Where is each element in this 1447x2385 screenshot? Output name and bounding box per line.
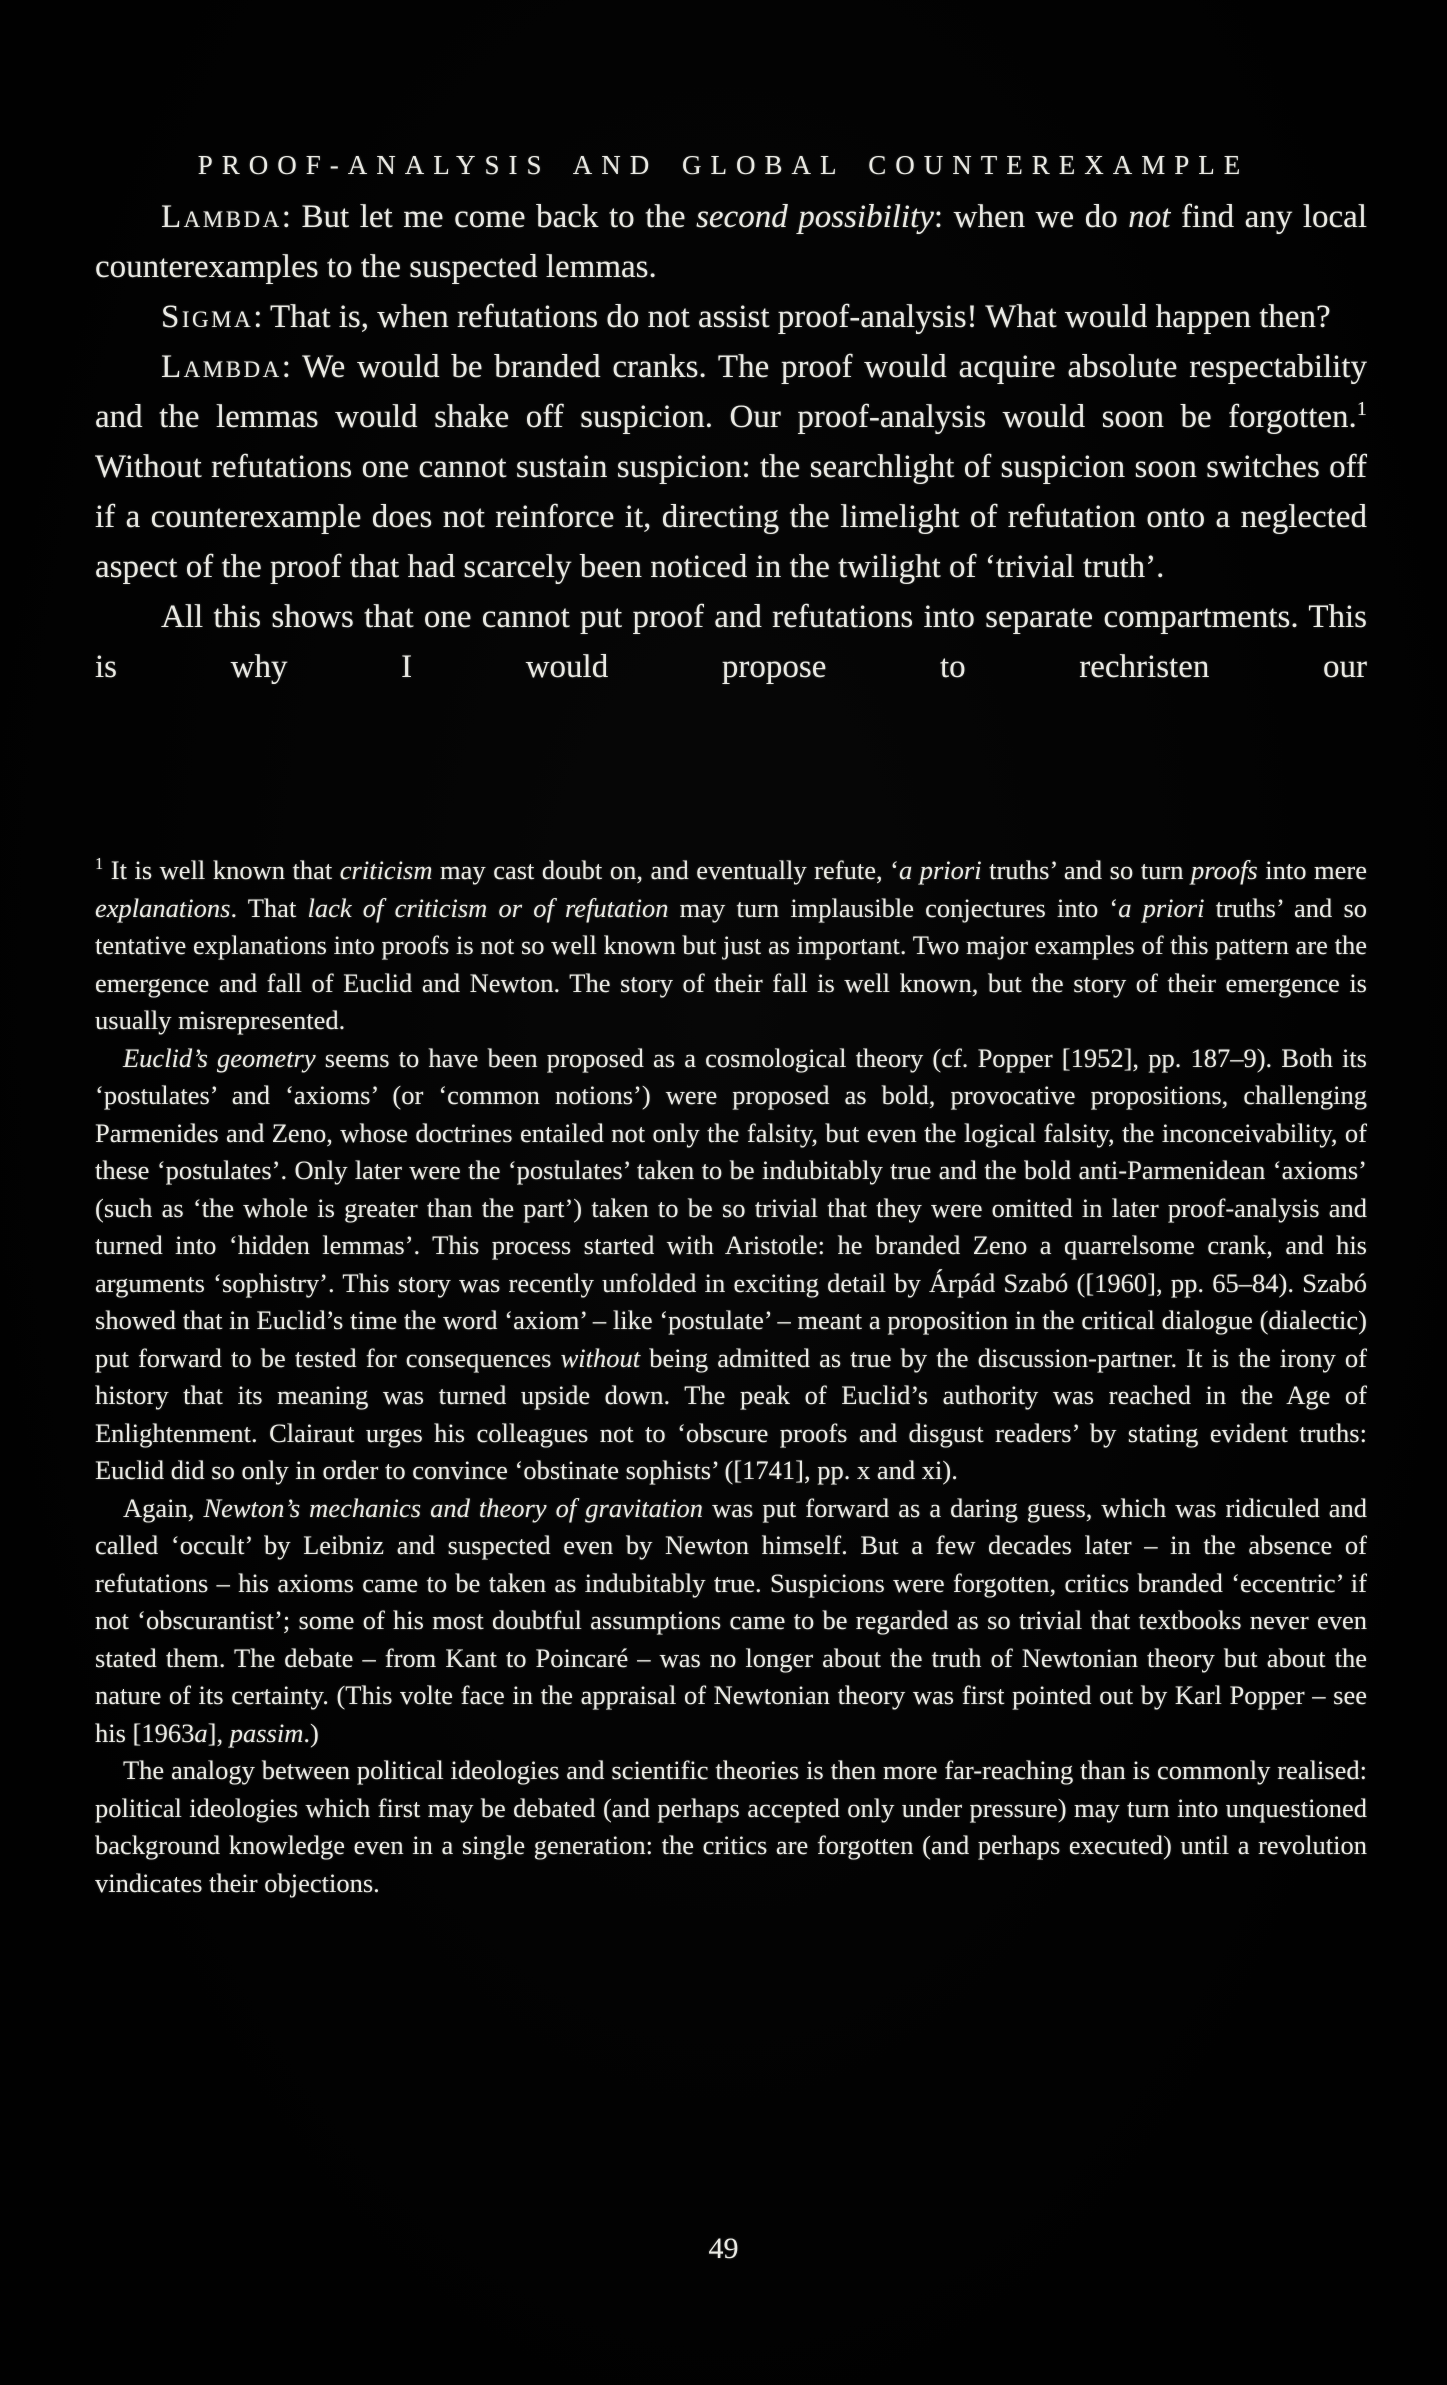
text-run: . That — [230, 892, 308, 923]
footnote-paragraph — [95, 1040, 1367, 1490]
text-run: explanations — [95, 892, 231, 923]
text-run: may turn implausible conjectures into ‘ — [668, 892, 1119, 923]
text-run: It is well known that — [103, 855, 340, 885]
text-run: : We would be branded cranks. The proof would acquire absolute respectability and the lemmas would shake off suspicion. Our proof-analysis would soon be forgotten. — [95, 349, 1367, 435]
text-run: Euclid’s geometry — [123, 1042, 316, 1073]
text-run: Newton’s mechanics and theory of gravitation — [203, 1492, 704, 1523]
text-run: second possibility — [696, 199, 934, 235]
text-run: being admitted as true by the discussion-partner. It is the irony of history that its meaning was turned upside down. The peak of Euclid’s authority was reached in the Age of Enlightenment. Clairaut urges his colleagues not to ‘obscure proofs and disgust readers’ by stating evident truths: Euclid did so only in order to convince ‘obstinate sophists’ ([1741], pp. x and xi). — [95, 1342, 1367, 1485]
text-run: truths’ and so tentative explanations into proofs is not so well known but just as important. Two major examples of this pattern are the emergence and fall of Euclid and Newton. The story of their fall is well known, but the story of their emergence is usually misrepresented. — [95, 892, 1368, 1035]
page-header-title: PROOF-ANALYSIS AND GLOBAL COUNTEREXAMPLE — [197, 150, 1250, 180]
speaker-name: Lambda — [161, 199, 282, 235]
text-run: criticism — [339, 855, 433, 885]
footnote-paragraph — [95, 1752, 1367, 1902]
text-run: a — [194, 1717, 208, 1748]
text-run: seems to have been proposed as a cosmological theory (cf. Popper [1952], pp. 187–9). Both its ‘postulates’ and ‘axioms’ (or ‘common notions’) were proposed as bold, provocative propositions, challenging Parmenides and Zeno, whose doctrines entailed not only the falsity, but even the logical falsity, the inconceivability, of these ‘postulates’. Only later were the ‘postulates’ taken to be indubitably true and the bold anti-Parmenidean ‘axioms’ (such as ‘the whole is greater than the part’) taken to be so trivial that they were omitted in later proof-analysis and turned into ‘hidden lemmas’. This process started with Aristotle: he branded Zeno a quarrelsome crank, and his arguments ‘sophistry’. This story was recently unfolded in exciting detail by Árpád Szabó ([1960], pp. 65–84). Szabó showed that in Euclid’s time the word ‘axiom’ – like ‘postulate’ – meant a proposition in the critical dialogue (dialectic) put forward to be tested for consequences — [95, 1042, 1367, 1373]
text-run: : That is, when refutations do not assist proof-analysis! What would happen then? — [253, 299, 1331, 335]
speaker-name: Lambda — [161, 349, 282, 385]
body-paragraph — [95, 342, 1367, 592]
text-run: into mere — [1257, 855, 1367, 885]
text-run: without — [560, 1342, 641, 1373]
main-text — [95, 192, 1367, 692]
footnote-paragraph — [95, 852, 1367, 1040]
text-run: .) — [303, 1717, 319, 1748]
footnote-marker: 1 — [95, 854, 104, 874]
text-run: Without refutations one cannot sustain suspicion: the searchlight of suspicion soon switches off if a counterexample does not reinforce it, directing the limelight of refutation onto a neglected aspect of the proof that had scarcely been noticed in the twilight of ‘trivial truth’. — [95, 449, 1367, 585]
text-run: find any local counterexamples to the suspected lemmas. — [95, 199, 1368, 285]
body-paragraph — [95, 292, 1367, 342]
text-run: truths’ and so turn — [981, 855, 1191, 885]
page-number: 49 — [708, 2232, 739, 2265]
text-run: The analogy between political ideologies and scientific theories is then more far-reaching than is commonly realised: political ideologies which first may be debated (and perhaps accepted only under pressure) may turn into unquestioned background knowledge even in a single generation: the critics are forgotten (and perhaps executed) until a revolution vindicates their objections. — [95, 1755, 1367, 1898]
text-run: : But let me come back to the — [281, 199, 697, 235]
footnote-paragraph — [95, 1490, 1367, 1753]
text-run: passim — [229, 1717, 304, 1748]
text-run: a priori — [1118, 892, 1205, 923]
text-run: All this shows that one cannot put proof and refutations into separate compartments. This is why I would propose to rechristen our — [95, 599, 1367, 685]
text-run: not — [1128, 199, 1171, 235]
footnote — [95, 852, 1367, 1902]
text-run: may cast doubt on, and eventually refute, ‘ — [432, 855, 899, 885]
text-run: Again, — [123, 1492, 204, 1523]
text-run: proofs — [1190, 855, 1258, 885]
footnote-marker: 1 — [1356, 398, 1367, 420]
text-run: was put forward as a daring guess, which was ridiculed and called ‘occult’ by Leibniz and suspected even by Newton himself. But a few decades later – in the absence of refutations – his axioms came to be taken as indubitably true. Suspicions were forgotten, critics branded ‘eccentric’ if not ‘obscurantist’; some of his most doubtful assumptions came to be regarded as so trivial that textbooks never even stated them. The debate – from Kant to Poincaré – was no longer about the truth of Newtonian theory but about the nature of its certainty. (This volte face in the appraisal of Newtonian theory was first pointed out by Karl Popper – see his [1963 — [95, 1492, 1367, 1748]
speaker-name: Sigma — [161, 299, 254, 335]
text-run: a priori — [898, 855, 982, 885]
text-run: lack of criticism or of refutation — [307, 892, 669, 923]
text-run: ], — [207, 1717, 230, 1748]
body-paragraph — [95, 592, 1367, 692]
body-paragraph — [95, 192, 1367, 292]
text-run: : when we do — [933, 199, 1129, 235]
